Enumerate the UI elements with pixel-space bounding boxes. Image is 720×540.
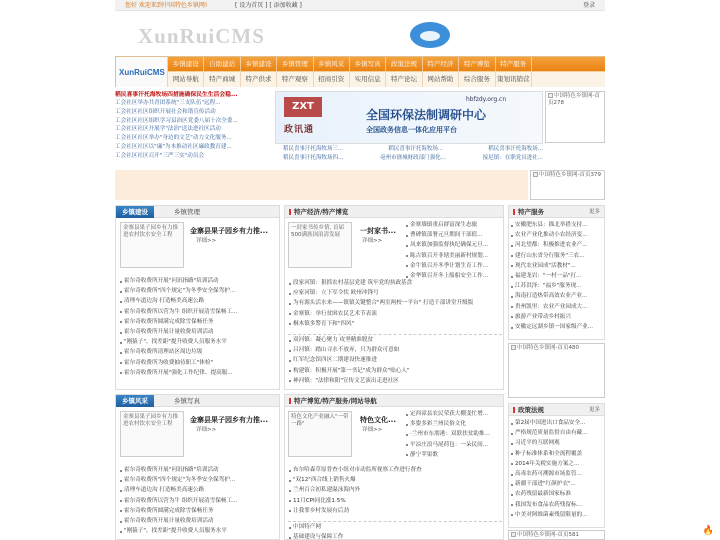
- ad-title: 全国环保法制调研中心: [366, 108, 487, 122]
- ad-link[interactable]: 亳州市谯城财政部门强化...: [380, 155, 446, 161]
- panel-title: 特产经济/特产博览: [289, 206, 348, 218]
- list-item[interactable]: 现代农业园成"活教材"...: [510, 261, 604, 271]
- welcome-text: 您好 欢迎来到中国特色乡镇网!: [125, 2, 208, 9]
- site-name: 中国特色乡镇网!: [162, 2, 208, 9]
- list-item[interactable]: 清理车道边沟 打造畅美高速公路: [119, 296, 277, 306]
- list-item[interactable]: 金寨墙镇重启群富深生态旅: [405, 220, 503, 230]
- list-item[interactable]: 第2届中国进出口食品安全...: [510, 418, 604, 428]
- nav-item[interactable]: 特产经济: [423, 57, 459, 71]
- ad-link[interactable]: 稻民喜事汗托海牧场三...: [283, 146, 344, 152]
- banner-text: XunRuiCMS: [138, 24, 265, 48]
- feature-image[interactable]: 金寨县果子园乡有力推进农村饮水安全工程: [120, 411, 184, 457]
- list-item[interactable]: 应家河镇：立下军令状 欧州冲锋号: [288, 288, 502, 298]
- list-item[interactable]: 霍尔奇收费所圆满完成除雪保畅任务: [119, 317, 277, 327]
- list-item[interactable]: 安徽定远湖乡镇一国家级产业...: [510, 322, 604, 332]
- list-item[interactable]: 布尔哈森草原普查小组对市动监所视察工作进行督查: [288, 465, 502, 475]
- nav-item[interactable]: 政策法规: [386, 57, 422, 71]
- feature-detail-link[interactable]: 详细>>: [362, 238, 383, 244]
- nav-item[interactable]: 乡镇风采: [314, 57, 350, 71]
- panel-town-building: [115, 205, 280, 390]
- list-item[interactable]: 11月CPI同比涨1.5%: [288, 496, 502, 506]
- list-item[interactable]: 霍尔奇收费所开展计量收费培训活动: [119, 516, 277, 526]
- list-item[interactable]: 安徽肥东县：描北举措支持...: [510, 220, 604, 230]
- nav-item[interactable]: 特产博览: [459, 57, 495, 71]
- site-banner: [128, 22, 558, 48]
- list-item[interactable]: 为有源头活水来——镇镇关键整合"两室两校一平台" 打造千部讲堂升级版: [288, 298, 502, 308]
- list-item[interactable]: "双12"西合线上销售火爆: [288, 475, 502, 485]
- ad-link[interactable]: 稻民喜事汗托海牧场...: [388, 146, 444, 152]
- feature-title[interactable]: 特色文化...: [360, 416, 396, 424]
- site-logo[interactable]: XunRuiCMS: [116, 57, 168, 87]
- ad-brand-name: 政讯通: [284, 125, 315, 135]
- tab-town-management[interactable]: 乡镇管理: [174, 208, 200, 216]
- list-item[interactable]: 金寨镇：举行贫困农民艺术节表演: [288, 309, 502, 319]
- nav-item[interactable]: 自助建站: [204, 57, 240, 71]
- right-ad-3[interactable]: 中国特色乡镇网-首页480: [508, 343, 605, 398]
- list-item[interactable]: 静宁苹果歌: [405, 450, 503, 460]
- nav-item[interactable]: 乡镇建设: [168, 57, 204, 71]
- broken-image-icon: [511, 345, 516, 350]
- tab-town-photos[interactable]: 乡镇写真: [174, 397, 200, 405]
- ad-link[interactable]: 稻民喜事汗托海牧场...: [488, 146, 543, 152]
- tab-town-building[interactable]: 乡镇建设: [116, 206, 154, 218]
- ad-banner[interactable]: [275, 91, 543, 144]
- list-item[interactable]: 我国发布食品农药残留标...: [510, 500, 604, 510]
- headline-link[interactable]: 稻民喜事汗托海牧场四措施确保民生生活会稳...: [115, 92, 238, 98]
- nav-item[interactable]: 综合服务: [459, 72, 495, 87]
- nav-item[interactable]: 网站帮助: [423, 72, 459, 87]
- list-item[interactable]: 段家河镇：狠抓农村基层党建 筑牢党的执政基盘: [288, 278, 502, 288]
- nav-item[interactable]: 乡镇写真: [350, 57, 386, 71]
- more-link[interactable]: 更多: [588, 407, 600, 413]
- nav-row-secondary: [168, 72, 605, 87]
- list-item[interactable]: 高毒农药可溯源市场监管...: [510, 469, 604, 479]
- list-item[interactable]: 霍尔奇收费所圆满完成除雪保畅任务: [119, 506, 277, 516]
- news-item[interactable]: 工会社区社区组织开展社会和谐宣传活动: [115, 108, 216, 115]
- list-item[interactable]: 让我罪乡村发展有后劲: [288, 506, 502, 516]
- broken-image-icon: [548, 93, 553, 98]
- feature-image[interactable]: 一封家书传乡情, 首届500满族国浪清发展: [288, 222, 352, 268]
- list-item[interactable]: 习近平的互联网观: [510, 438, 604, 448]
- feature-detail-link[interactable]: 详细>>: [196, 238, 217, 244]
- list-item[interactable]: 霍尔奇收费所以营为牛 组织开展清雪保畅工...: [119, 307, 277, 317]
- nav-item[interactable]: 乡镇建设: [241, 57, 277, 71]
- list-item[interactable]: 桐木镇多警育下和"四风": [288, 319, 502, 329]
- list-item[interactable]: 金牛镇召开冬季计划生育工作...: [405, 261, 503, 271]
- ad-logo: ZXT: [284, 97, 322, 117]
- ad-url: hbfzdy.org.cn: [466, 96, 507, 103]
- feature-title[interactable]: 金寨县果子园乡有力推...: [190, 416, 268, 424]
- panel-specialty-economy: [284, 205, 504, 390]
- nav-item[interactable]: 特产观察: [277, 72, 313, 87]
- news-item[interactable]: 工会社区举办共青团系统"三支队伍"远程...: [115, 100, 221, 106]
- list-item[interactable]: 定西漳县农民荣获大棚变忙增...: [405, 409, 503, 419]
- ad-subtitle: 全国政务信息一体化应用平台: [366, 126, 457, 134]
- feature-title[interactable]: 一封家书...: [360, 227, 396, 235]
- right-ad-4[interactable]: 中国特色乡镇网-首页581: [508, 530, 605, 540]
- list-item[interactable]: 中美对阿维菌素残留限量的...: [510, 510, 604, 520]
- list-item[interactable]: 河北望都：积极推进农业产...: [510, 240, 604, 250]
- list-item[interactable]: 2014年关税实施方案之...: [510, 459, 604, 469]
- list-item[interactable]: 新疆干部进"红颜护衣"...: [510, 479, 604, 489]
- list-item[interactable]: 种子标准体系和全流程覆盖: [510, 449, 604, 459]
- nav-item[interactable]: 策划讯销营: [496, 72, 532, 87]
- list-item[interactable]: 霍尔奇收费所"四个规定"为冬季安全保驾护...: [119, 286, 277, 296]
- list-item[interactable]: 霍尔奇收费所以营为牛 组织开展清雪保畅工...: [119, 496, 277, 506]
- right-ad-2[interactable]: 中国特色乡镇网-首页379: [530, 170, 605, 200]
- list-item[interactable]: 基础建设与保障工作: [288, 532, 502, 540]
- broken-image-icon: [533, 172, 538, 177]
- news-item[interactable]: 工会社区社区以"廉"为本推动社区廉政教育建...: [115, 143, 232, 150]
- feature-detail-link[interactable]: 详细>>: [196, 427, 217, 433]
- list-item[interactable]: 多姿多彩兰州民俗文化: [405, 419, 503, 429]
- list-item[interactable]: 中国特产网: [288, 522, 502, 532]
- ad-links: [283, 145, 543, 167]
- list-item[interactable]: 霍尔奇收费所开展"问讯指路"培训活动: [119, 276, 277, 286]
- list-item[interactable]: 建行山东省分行服务"三农...: [510, 251, 604, 261]
- nav-item[interactable]: 特产供求: [241, 72, 277, 87]
- panel-town-style: [115, 394, 280, 540]
- main-nav: [115, 56, 605, 87]
- list-item[interactable]: 农药残留最新国家标准: [510, 489, 604, 499]
- panel-title: 特产服务: [513, 206, 544, 218]
- list-item[interactable]: 霍尔奇收费所开展计量收费培训活动: [119, 327, 277, 337]
- ad-link[interactable]: 稻民喜事汗托海牧场四...: [283, 155, 344, 161]
- feature-detail-link[interactable]: 详细>>: [362, 427, 383, 433]
- tab-town-style[interactable]: 乡镇风采: [116, 395, 154, 407]
- list-item[interactable]: "刚猿子"、找差距"提升收费人员服务水平: [119, 526, 277, 536]
- news-item[interactable]: 工会社区社区举办"身边的文艺"动力文化服务...: [115, 135, 232, 142]
- nav-item[interactable]: 特产商城: [204, 72, 240, 87]
- list-item[interactable]: 凤来镇加强监督执纪确保元旦...: [405, 240, 503, 250]
- list-item[interactable]: 严格规范质量监督自由有藏...: [510, 428, 604, 438]
- broken-image-icon: [511, 532, 516, 537]
- nav-row-primary: [168, 57, 605, 72]
- more-link[interactable]: 更多: [588, 209, 600, 215]
- bookmark-links[interactable]: [ 设为首页 ] [ 添加收藏 ]: [235, 2, 302, 9]
- feature-image[interactable]: 特色文化产业融入"一带一路": [288, 411, 352, 457]
- panel-title: 政策法规: [513, 404, 544, 416]
- list-item[interactable]: 吕河镇：踏山寻水不放弃，只为群众可意如: [288, 345, 502, 355]
- panel-specialty-expo: [284, 394, 504, 540]
- list-item[interactable]: 霍尔奇收费所开展"强化工作纪律、提高服...: [119, 368, 277, 378]
- news-item[interactable]: 工会社区社区召开"三严三实"动员会: [115, 152, 205, 159]
- list-item[interactable]: 平凉庄浪马尾荷包：一朵民间...: [405, 440, 503, 450]
- list-item[interactable]: 双河镇：凝心聚力 攻坚精准脱贫: [288, 335, 502, 345]
- list-item[interactable]: 清理车道边沟 打造畅美高速公路: [119, 485, 277, 495]
- list-item[interactable]: 福建龙岩："一村一品"打...: [510, 271, 604, 281]
- feedback-flame-icon[interactable]: 🔥: [702, 526, 714, 536]
- list-item[interactable]: ·兰州市东朋港：双联扶贫助推...: [405, 429, 503, 439]
- list-item[interactable]: 霍尔奇收费所为收费抽待职工"体检": [119, 358, 277, 368]
- list-item[interactable]: 兰州百合初私建温泳海内外: [288, 485, 502, 495]
- ad-link[interactable]: 接尼镇：在职党员进社...: [482, 155, 543, 161]
- nav-item[interactable]: 招商引资: [314, 72, 350, 87]
- list-item[interactable]: 红军纪念馆四区二期建设快速推进: [288, 355, 502, 365]
- list-item[interactable]: 农业产业化推动小农经济变...: [510, 230, 604, 240]
- nav-item[interactable]: 特产服务: [496, 57, 532, 71]
- ad-strip: [115, 170, 528, 200]
- list-item[interactable]: 构建镇：积极开展"第一书记"成为群众"贴心人": [288, 366, 502, 376]
- right-ad-1[interactable]: 中国特色乡镇网-首页278: [545, 91, 605, 143]
- list-item[interactable]: 霍尔奇收费所开展"问讯指路"培训活动: [119, 465, 277, 475]
- list-item[interactable]: 旅游产业带动乡村振兴: [510, 312, 604, 322]
- nav-item[interactable]: 实用信息: [350, 72, 386, 87]
- list-item[interactable]: 神河镇："法律和阳"宣传文艺演出走进社区: [288, 376, 502, 386]
- banner-logo-circle-inner: [420, 31, 440, 41]
- list-item[interactable]: "刚猿子"、找差距"提升收费人员服务水平: [119, 337, 277, 347]
- feature-title[interactable]: 金寨县果子园乡有力推...: [190, 227, 268, 235]
- login-link[interactable]: 登录: [582, 2, 595, 9]
- panel-title: 特产博览/特产服务/网站导航: [289, 395, 377, 407]
- nav-item[interactable]: 特产论坛: [386, 72, 422, 87]
- list-item[interactable]: 金华镇召开冬上船船安全工作...: [405, 271, 503, 281]
- list-item[interactable]: 海南打造热带高效农业产业...: [510, 291, 604, 301]
- list-item[interactable]: 贵州凯里：农业产业园成大...: [510, 302, 604, 312]
- nav-item[interactable]: 乡镇管理: [277, 57, 313, 71]
- panel-policy: [508, 403, 605, 528]
- news-item[interactable]: 工会社区社区组织学习县治区党委八届十次全委...: [115, 117, 238, 124]
- panel-specialty-service: [508, 205, 605, 340]
- list-item[interactable]: 霍尔奇收费所"四个规定"为冬季安全保驾护...: [119, 475, 277, 485]
- list-item[interactable]: 江苏洪泽："福乡"服务现...: [510, 281, 604, 291]
- list-item[interactable]: 霍尔奇收费所清理站区周边垃圾: [119, 347, 277, 357]
- list-item[interactable]: 陈古镇召开非辖美丽新村规划...: [405, 251, 503, 261]
- headline-news: [115, 91, 275, 167]
- nav-item[interactable]: 网站导航: [168, 72, 204, 87]
- news-item[interactable]: 工会社区社区开展学"法治"送法进社区活动: [115, 126, 221, 133]
- list-item[interactable]: 曹碑镇部署元旦期间干部值...: [405, 230, 503, 240]
- top-bar: [115, 0, 605, 11]
- feature-image[interactable]: 金寨县果子园乡有力推进农村饮水安全工程: [120, 222, 184, 268]
